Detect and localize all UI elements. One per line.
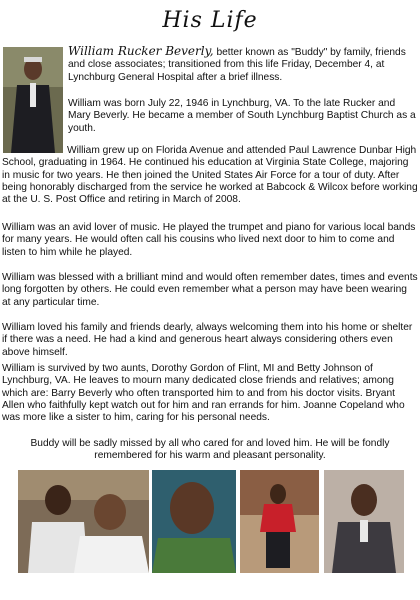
photo-man-standing bbox=[240, 470, 319, 573]
closing-paragraph: Buddy will be sadly missed by all who cared for and loved him. He will be fondly remembered for his warm and pleasant personality. bbox=[30, 438, 390, 462]
education-text: William grew up on Florida Avenue and attended Paul Lawrence Dunbar High School, graduating in 1964. He continued his education at Virginia State College, majoring in music for two years. He then joined the United States Air Force for a tour of duty. After being honorably discharged from the service he worked at Babcock & Wilcox before working at the U. S. Post Office and retiring in March of 2008. bbox=[2, 145, 418, 206]
music-paragraph: William was an avid lover of music. He played the trumpet and piano for various local bands for many years. He would often call his cousins who lived next door to him to come and listen to him while he played. bbox=[2, 222, 416, 258]
page-title: His Life bbox=[162, 8, 258, 33]
portrait-photo bbox=[3, 47, 63, 153]
photo-two-men bbox=[18, 470, 149, 573]
intro-paragraph bbox=[68, 45, 416, 84]
deceased-name: William Rucker Beverly, bbox=[68, 44, 214, 58]
birth-paragraph: William was born July 22, 1946 in Lynchburg, VA. To the late Rucker and Mary Beverly. He became a member of South Lynchburg Baptist Church as a youth. bbox=[68, 98, 416, 134]
survivors-paragraph: William is survived by two aunts, Dorothy Gordon of Flint, MI and Betty Johnson of Lynchburg, VA. He leaves to mourn many dedicated close friends and relatives; among which are: Barry Beverly who often transported him to and from his doctor visits. Bryant Allen who faithfully kept watch out for him and ran errands for him. Joanne Copeland who was more like a sister to him, caring for his personal needs. bbox=[2, 363, 405, 424]
photo-young-boy bbox=[324, 470, 404, 573]
memory-paragraph: William was blessed with a brilliant mind and would often remember dates, times and events long forgotten by others. He could even remember what a person may have been wearing at any particular time. bbox=[2, 272, 418, 308]
family-paragraph: William loved his family and friends dearly, always welcoming them into his home or shelter if there was a need. He had a kind and generous heart always considering others even above himself. bbox=[2, 322, 413, 358]
intro-text: better known as "Buddy" by family, friends and close associates; transitioned from this life Friday, December 4, at Lynchburg General Hospital after a brief illness. bbox=[68, 47, 406, 83]
education-paragraph bbox=[2, 145, 418, 206]
photo-man-smiling bbox=[152, 470, 236, 573]
